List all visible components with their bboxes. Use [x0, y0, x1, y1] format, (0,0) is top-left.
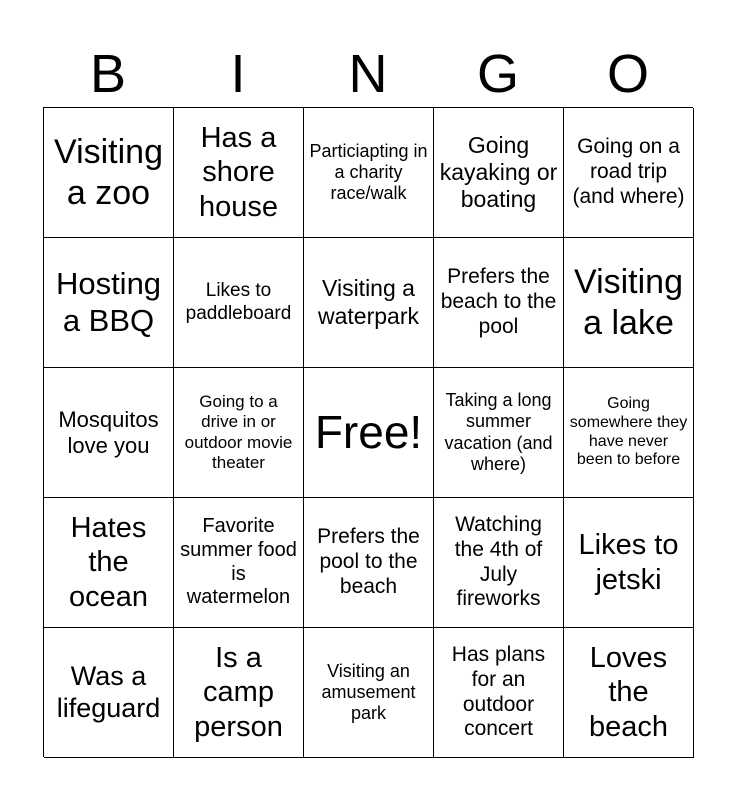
- header-letter-o: O: [606, 44, 649, 104]
- bingo-cell-text: Hates the ocean: [68, 512, 148, 613]
- bingo-cell[interactable]: [434, 628, 564, 758]
- bingo-cell[interactable]: [304, 628, 434, 758]
- bingo-cell-text: Particiapting in a charity race/walk: [309, 140, 428, 204]
- bingo-cell[interactable]: [44, 628, 174, 758]
- bingo-cell[interactable]: [564, 108, 694, 238]
- bingo-cell[interactable]: [434, 498, 564, 628]
- bingo-cell-text: Is a camp person: [194, 642, 283, 743]
- bingo-cell[interactable]: [44, 238, 174, 368]
- bingo-cell-text: Visiting a waterpark: [318, 275, 419, 329]
- bingo-cell-text: Prefers the beach to the pool: [440, 265, 557, 338]
- bingo-cell-text: Going somewhere they have never been to before: [569, 394, 688, 469]
- bingo-cell[interactable]: [564, 368, 694, 498]
- header-letter-i: I: [230, 44, 246, 104]
- bingo-cell[interactable]: [434, 108, 564, 238]
- bingo-cell[interactable]: [434, 238, 564, 368]
- bingo-cell[interactable]: [174, 628, 304, 758]
- header-letter-n: N: [348, 44, 388, 104]
- bingo-cell[interactable]: [174, 368, 304, 498]
- bingo-cell-text: Visiting a zoo: [54, 133, 163, 212]
- free-space-cell[interactable]: [304, 368, 434, 498]
- bingo-cell[interactable]: [304, 238, 434, 368]
- bingo-cell-text: Likes to jetski: [578, 529, 679, 596]
- bingo-cell-text: Going kayaking or boating: [439, 131, 558, 213]
- bingo-grid: [43, 107, 693, 757]
- bingo-cell-text: Mosquitos love you: [58, 406, 159, 458]
- bingo-cell[interactable]: [44, 498, 174, 628]
- bingo-cell-text: Visiting an amusement park: [321, 660, 416, 724]
- bingo-cell-text: Visiting a lake: [574, 263, 683, 342]
- bingo-cell-text: Hosting a BBQ: [55, 265, 162, 338]
- bingo-cell-text: Watching the 4th of July fireworks: [454, 512, 543, 611]
- bingo-cell[interactable]: [564, 238, 694, 368]
- bingo-cell-text: Likes to paddleboard: [185, 280, 292, 324]
- bingo-cell[interactable]: [174, 108, 304, 238]
- bingo-cell-text: Was a lifeguard: [56, 660, 161, 723]
- bingo-cell-text: Taking a long summer vacation (and where): [444, 390, 553, 474]
- bingo-cell[interactable]: [434, 368, 564, 498]
- bingo-cell[interactable]: [304, 108, 434, 238]
- bingo-cell[interactable]: [44, 108, 174, 238]
- bingo-cell-text: Going on a road trip (and where): [572, 135, 685, 208]
- bingo-cell-text: Going to a drive in or outdoor movie theater: [184, 392, 293, 472]
- bingo-cell[interactable]: [44, 368, 174, 498]
- bingo-header: [43, 40, 693, 108]
- bingo-cell[interactable]: [174, 238, 304, 368]
- bingo-cell-text: Loves the beach: [588, 642, 668, 743]
- bingo-cell-text: Favorite summer food is watermelon: [180, 515, 297, 609]
- header-letter-g: G: [476, 44, 519, 104]
- header-letter-b: B: [89, 44, 127, 104]
- bingo-cell-text: Has plans for an outdoor concert: [451, 642, 546, 741]
- bingo-cell-text: Prefers the pool to the beach: [317, 525, 420, 598]
- bingo-cell-text: Has a shore house: [198, 122, 278, 223]
- bingo-cell[interactable]: [174, 498, 304, 628]
- bingo-cell[interactable]: [304, 498, 434, 628]
- bingo-cell[interactable]: [564, 498, 694, 628]
- bingo-cell[interactable]: [564, 628, 694, 758]
- bingo-cell-text: Free!: [314, 406, 423, 459]
